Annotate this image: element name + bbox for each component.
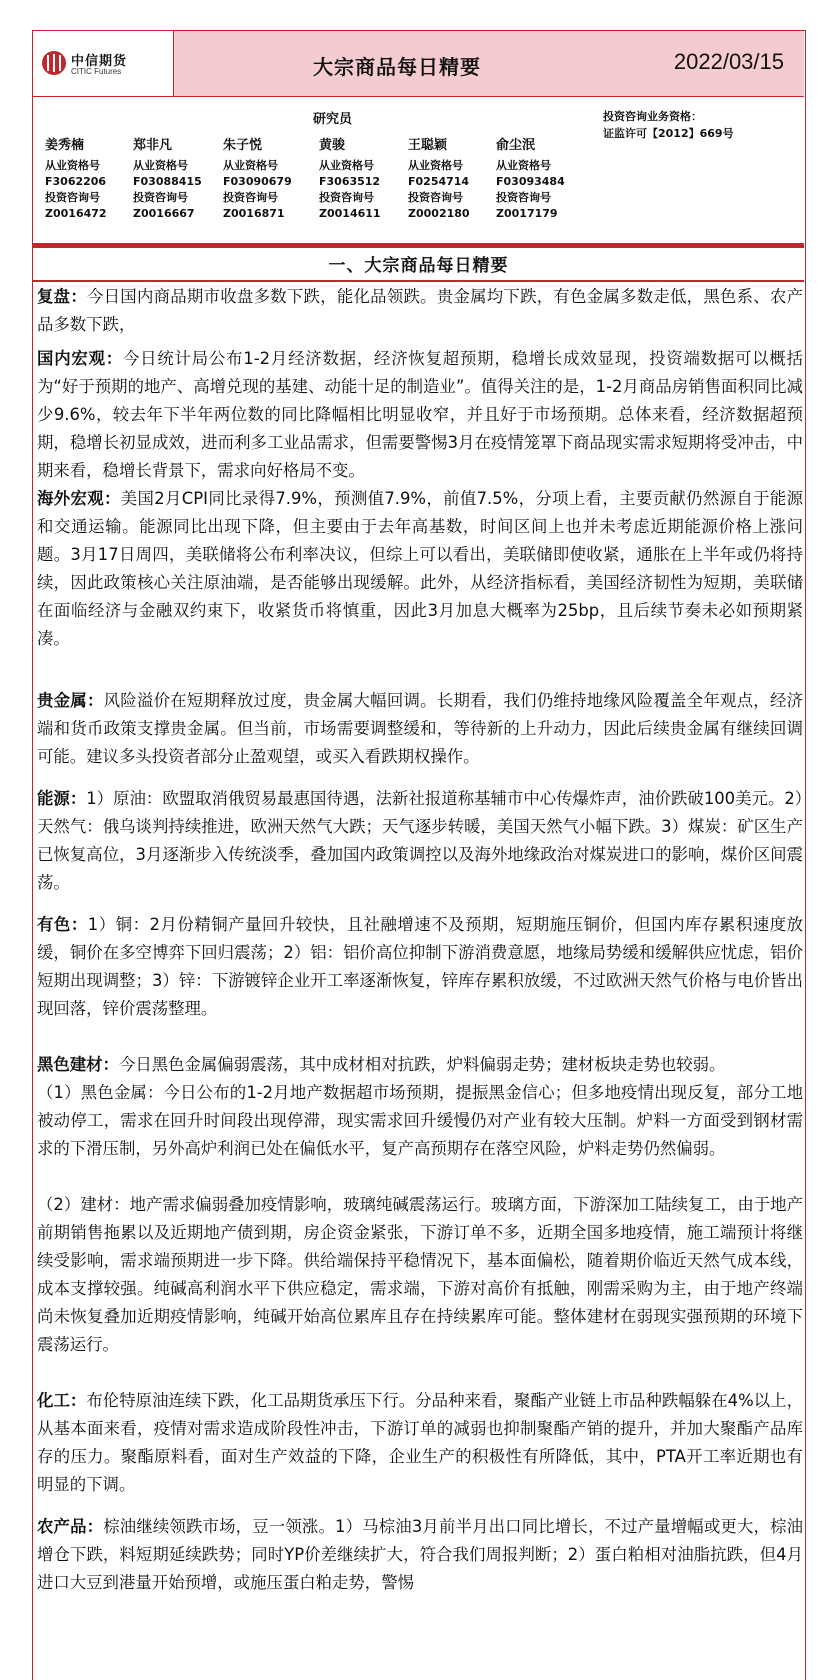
- cert-label: 从业资格号: [45, 159, 100, 172]
- paragraph-text: 1）铜：2月份精铜产量回升较快，且社融增速不及预期，短期施压铜价，但国内库存累积速度放缓，铜价在多空博弈下回归震荡；2）铝：铝价高位抑制下游消费意愿，地缘局势缓和缓解供应忧虑，铝价短期出现调整；3）锌：下游镀锌企业开工率逐渐恢复，锌库存累积放缓，不过欧洲天然气价格与电价皆出现回落，锌价震荡整理。: [37, 915, 804, 1018]
- logo-chinese-name: 中信期货: [71, 54, 128, 69]
- report-frame: [32, 30, 806, 1680]
- paragraph-text: 今日国内商品期市收盘多数下跌，能化品领跌。贵金属均下跌，有色金属多数走低，黑色系、农产品多数下跌，: [37, 287, 804, 334]
- consult-number: Z0014611: [319, 207, 381, 220]
- paragraph-label: 化工：: [37, 1391, 87, 1410]
- consult-label: 投资咨询号: [408, 191, 463, 204]
- paragraph-label: 农产品：: [37, 1517, 104, 1536]
- paragraph-label: 复盘：: [37, 287, 87, 306]
- consult-number: Z0016667: [133, 207, 195, 220]
- report-body: [37, 283, 803, 1597]
- analyst-card: [408, 138, 470, 222]
- cert-label: 从业资格号: [496, 159, 551, 172]
- analyst-card: [45, 138, 107, 222]
- consult-label: 投资咨询号: [496, 191, 551, 204]
- analyst-name: 黄骏: [319, 138, 346, 153]
- report-title: 大宗商品每日精要: [313, 55, 481, 79]
- domestic-macro-paragraph: [37, 345, 803, 485]
- analyst-card: [319, 138, 381, 222]
- paragraph-text: 布伦特原油连续下跌，化工品期货承压下行。分品种来看，聚酯产业链上市品种跌幅躲在4%以上，从基本面来看，疫情对需求造成阶段性冲击，下游订单的减弱也抑制聚酯产销的提升，并加大聚酯产品库存的压力。聚酯原料看，面对生产效益的下降，企业生产的积极性有所降低，其中，PTA开工率近期也有明显的下调。: [37, 1391, 804, 1494]
- paragraph-label: 国内宏观：: [37, 349, 123, 368]
- research-dept-label: 研究员: [313, 112, 353, 127]
- paragraph-text: （1）黑色金属：今日公布的1-2月地产数据超市场预期，提振黑金信心；但多地疫情出现反复，部分工地被动停工，需求在回升时间段出现停滞，现实需求回升缓慢仍对产业有较大压制。炉料一方面受到钢材需求的下滑压制，另外高炉利润已处在偏低水平，复产高预期存在落空风险，炉料走势仍然偏弱。: [37, 1083, 803, 1158]
- paragraph-label: 海外宏观：: [37, 489, 121, 508]
- paragraph-text: 风险溢价在短期释放过度，贵金属大幅回调。长期看，我们仍维持地缘风险覆盖全年观点，经济端和货币政策支撑贵金属。但当前，市场需要调整缓和，等待新的上升动力，因此后续贵金属有继续回调可能。建议多头投资者部分止盈观望，或买入看跌期权操作。: [37, 691, 804, 766]
- cert-number: F3063512: [319, 175, 381, 188]
- ferrous-building-paragraph: [37, 1051, 803, 1079]
- analyst-name: 王聪颖: [408, 138, 448, 153]
- consult-label: 投资咨询号: [223, 191, 278, 204]
- building-materials-paragraph: [37, 1191, 803, 1359]
- paragraph-text: 今日黑色金属偏弱震荡，其中成材相对抗跌，炉料偏弱走势；建材板块走势也较弱。: [118, 1055, 726, 1074]
- cert-number: F03088415: [133, 175, 202, 188]
- analyst-card: [496, 138, 565, 222]
- section-divider: [33, 243, 804, 248]
- consult-number: Z0016871: [223, 207, 285, 220]
- cert-number: F0254714: [408, 175, 470, 188]
- cert-number: F03090679: [223, 175, 292, 188]
- paragraph-text: 1）原油：欧盟取消俄贸易最惠国待遇，法新社报道称基辅市中心传爆炸声，油价跌破100美元。2）天然气：俄乌谈判持续推进，欧洲天然气大跌；天气逐步转暖，美国天然气小幅下跌。3）煤炭：矿区生产已恢复高位，3月逐渐步入传统淡季，叠加国内政策调控以及海外地缘政治对煤炭进口的影响，煤价区间震荡。: [37, 789, 803, 892]
- qualification-info: [603, 108, 734, 142]
- analyst-name: 朱子悦: [223, 138, 263, 153]
- qualification-line: 投资咨询业务资格：: [603, 110, 702, 123]
- ferrous-metals-paragraph: [37, 1079, 803, 1163]
- analyst-name: 姜秀楠: [45, 138, 85, 153]
- cert-label: 从业资格号: [319, 159, 374, 172]
- analyst-name: 郑非凡: [133, 138, 173, 153]
- overseas-macro-paragraph: [37, 485, 803, 653]
- consult-label: 投资咨询号: [45, 191, 100, 204]
- logo: [33, 31, 174, 96]
- section-title: 一、大宗商品每日精要: [328, 256, 509, 276]
- cert-number: F03093484: [496, 175, 565, 188]
- cert-label: 从业资格号: [223, 159, 278, 172]
- review-paragraph: [37, 283, 803, 339]
- consult-number: Z0002180: [408, 207, 470, 220]
- license-line: 证监许可【2012】669号: [603, 127, 734, 140]
- cert-number: F3062206: [45, 175, 107, 188]
- precious-metals-paragraph: [37, 687, 803, 771]
- section-underline: [33, 280, 804, 282]
- consult-label: 投资咨询号: [133, 191, 188, 204]
- citic-logo-icon: [42, 51, 66, 75]
- paragraph-text: 美国2月CPI同比录得7.9%，预测值7.9%，前值7.5%，分项上看，主要贡献仍然源自于能源和交通运输。能源同比出现下降，但主要由于去年高基数，时间区间上也并未考虑近期能源价格上涨问题。3月17日周四，美联储将公布利率决议，但综上可以看出，美联储即使收紧，通胀在上半年或仍将持续，因此政策核心关注原油端，是否能够出现缓解。此外，从经济指标看，美国经济韧性为短期，美联储在面临经济与金融双约束下，收紧货币将慎重，因此3月加息大概率为25bp，且后续节奏未必如预期紧凑。: [37, 489, 804, 648]
- consult-number: Z0016472: [45, 207, 107, 220]
- paragraph-text: 今日统计局公布1-2月经济数据，经济恢复超预期，稳增长成效显现，投资端数据可以概括为“好于预期的地产、高增兑现的基建、动能十足的制造业”。值得关注的是，1-2月商品房销售面积同比减少9.6%，较去年下半年两位数的同比降幅相比明显收窄，并且好于市场预期。总体来看，经济数据超预期，稳增长初显成效，进而利多工业品需求，但需要警惕3月在疫情笼罩下商品现实需求短期将受冲击，中期来看，稳增长背景下，需求向好格局不变。: [37, 349, 804, 480]
- paragraph-label: 能源：: [37, 789, 87, 808]
- report-header: [33, 31, 804, 97]
- paragraph-label: 有色：: [37, 915, 88, 934]
- consult-number: Z0017179: [496, 207, 558, 220]
- consult-label: 投资咨询号: [319, 191, 374, 204]
- chemicals-paragraph: [37, 1387, 803, 1499]
- analyst-block: [33, 98, 804, 238]
- paragraph-text: （2）建材：地产需求偏弱叠加疫情影响，玻璃纯碱震荡运行。玻璃方面，下游深加工陆续复工，由于地产前期销售拖累以及近期地产债到期，房企资金紧张，下游订单不多，近期全国多地疫情，施工端预计将继续受影响，需求端预期进一步下降。供给端保持平稳情况下，基本面偏松，随着期价临近天然气成本线，成本支撑较强。纯碱高利润水平下供应稳定，需求端，下游对高价有抵触，刚需采购为主，由于地产终端尚未恢复叠加近期疫情影响，纯碱开始高位累库且存在持续累库可能。整体建材在弱现实强预期的环境下震荡运行。: [37, 1195, 803, 1354]
- analyst-card: [223, 138, 292, 222]
- logo-english-name: CITIC Futures: [71, 67, 122, 76]
- analyst-name: 俞尘泯: [496, 138, 536, 153]
- nonferrous-paragraph: [37, 911, 803, 1023]
- energy-paragraph: [37, 785, 803, 897]
- report-date: 2022/03/15: [673, 49, 784, 74]
- agriculture-paragraph: [37, 1513, 803, 1597]
- analyst-card: [133, 138, 202, 222]
- paragraph-text: 棕油继续领跌市场，豆一领涨。1）马棕油3月前半月出口同比增长，不过产量增幅或更大，棕油增仓下跌，料短期延续跌势；同时YP价差继续扩大，符合我们周报判断；2）蛋白粕相对油脂抗跌，但4月进口大豆到港量开始预增，或施压蛋白粕走势，警惕: [37, 1517, 804, 1592]
- paragraph-label: 黑色建材：: [37, 1055, 119, 1074]
- paragraph-label: 贵金属：: [37, 691, 104, 710]
- cert-label: 从业资格号: [408, 159, 463, 172]
- cert-label: 从业资格号: [133, 159, 188, 172]
